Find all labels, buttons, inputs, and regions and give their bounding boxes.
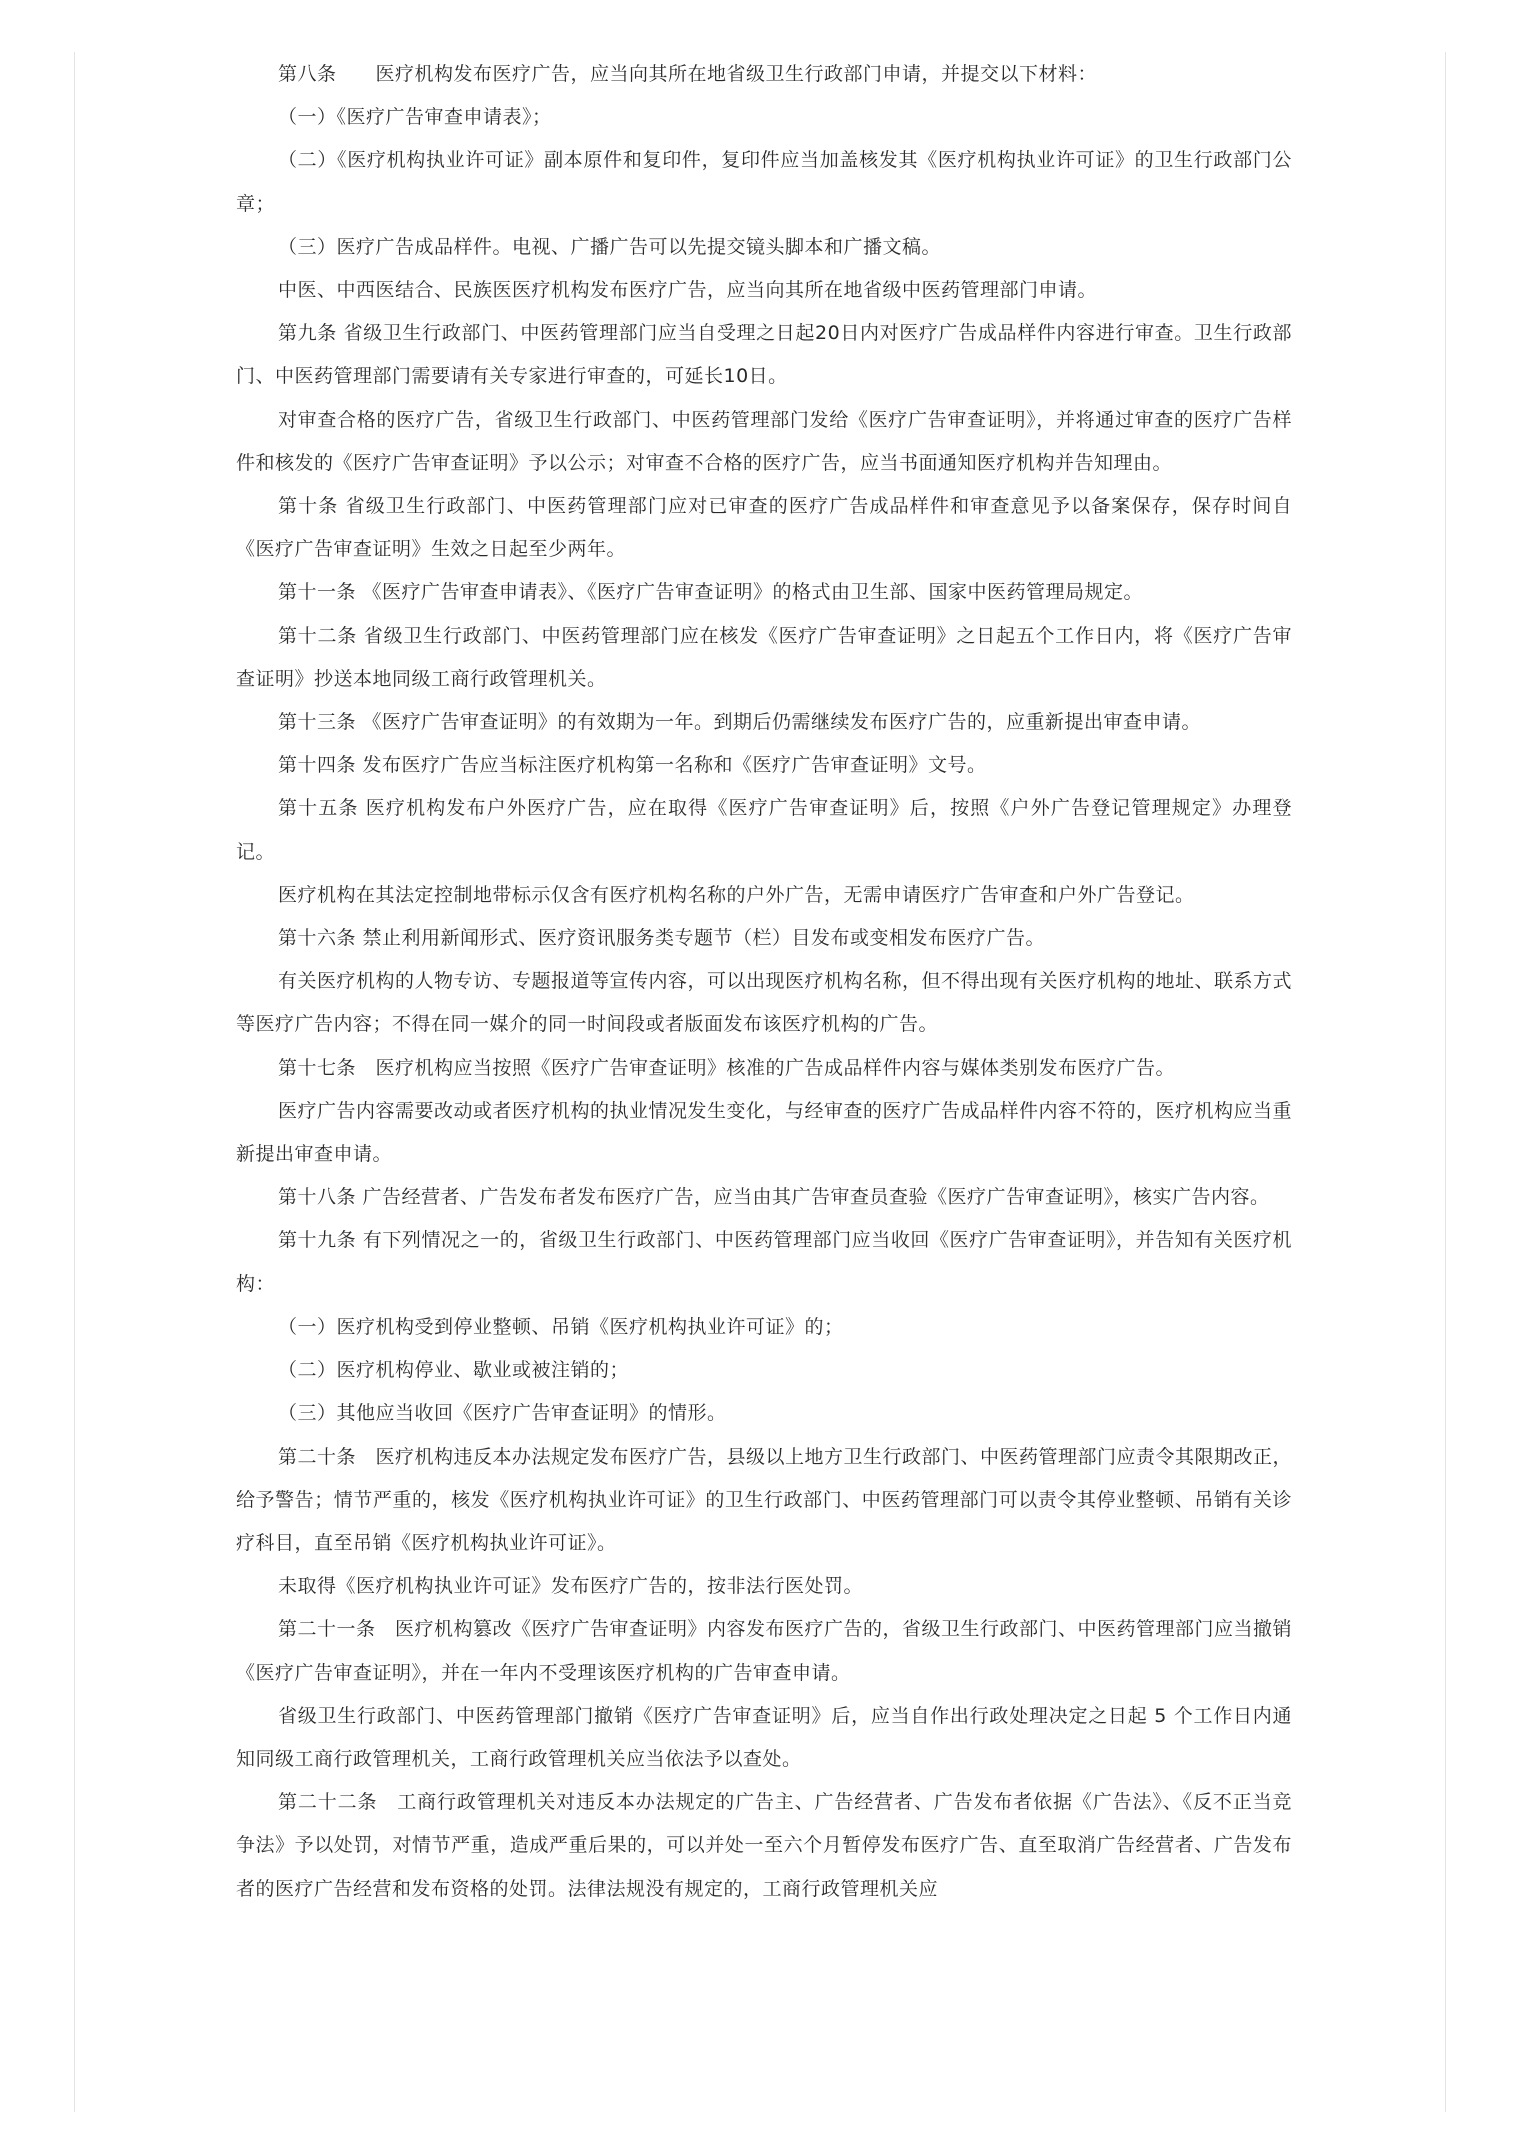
paragraph: 第十二条 省级卫生行政部门、中医药管理部门应在核发《医疗广告审查证明》之日起五个工作日内，将《医疗广告审查证明》抄送本地同级工商行政管理机关。 <box>236 624 1292 690</box>
paragraph: 第十九条 有下列情况之一的，省级卫生行政部门、中医药管理部门应当收回《医疗广告审查证明》，并告知有关医疗机构： <box>236 1229 1292 1295</box>
paragraph: 未取得《医疗机构执业许可证》发布医疗广告的，按非法行医处罚。 <box>278 1575 864 1598</box>
paragraph: （三）其他应当收回《医疗广告审查证明》的情形。 <box>278 1402 727 1425</box>
paragraph: 第八条 医疗机构发布医疗广告，应当向其所在地省级卫生行政部门申请，并提交以下材料： <box>278 63 1098 85</box>
paragraph: 医疗机构在其法定控制地带标示仅含有医疗机构名称的户外广告，无需申请医疗广告审查和户外广告登记。 <box>278 883 1195 906</box>
right-margin-line <box>1445 52 1446 2112</box>
paragraph: 第十一条 《医疗广告审查申请表》、《医疗广告审查证明》的格式由卫生部、国家中医药管理局规定。 <box>278 581 1144 604</box>
paragraph: 省级卫生行政部门、中医药管理部门撤销《医疗广告审查证明》后，应当自作出行政处理决定之日起 5 个工作日内通知同级工商行政管理机关，工商行政管理机关应当依法予以查处。 <box>236 1704 1292 1770</box>
paragraph: （二）医疗机构停业、歇业或被注销的； <box>278 1359 630 1382</box>
paragraph: 第十七条 医疗机构应当按照《医疗广告审查证明》核准的广告成品样件内容与媒体类别发布医疗广告。 <box>278 1056 1176 1079</box>
paragraph: 第十五条 医疗机构发布户外医疗广告，应在取得《医疗广告审查证明》后，按照《户外广告登记管理规定》办理登记。 <box>236 797 1292 863</box>
left-margin-line <box>74 52 75 2112</box>
document-body <box>236 53 1292 2113</box>
paragraph: 第十条 省级卫生行政部门、中医药管理部门应对已审查的医疗广告成品样件和审查意见予以备案保存，保存时间自《医疗广告审查证明》生效之日起至少两年。 <box>236 495 1292 561</box>
paragraph: （二）《医疗机构执业许可证》副本原件和复印件，复印件应当加盖核发其《医疗机构执业许可证》的卫生行政部门公章； <box>236 149 1292 215</box>
paragraph: 第二十条 医疗机构违反本办法规定发布医疗广告，县级以上地方卫生行政部门、中医药管理部门应责令其限期改正，给予警告；情节严重的，核发《医疗机构执业许可证》的卫生行政部门、中医药管理部门可以责令其停业整顿、吊销有关诊疗科目，直至吊销《医疗机构执业许可证》。 <box>236 1445 1292 1554</box>
paragraph: 第二十二条 工商行政管理机关对违反本办法规定的广告主、广告经营者、广告发布者依据《广告法》、《反不正当竞争法》予以处罚，对情节严重，造成严重后果的，可以并处一至六个月暂停发布医疗广告、直至取消广告经营者、广告发布者的医疗广告经营和发布资格的处罚。法律法规没有规定的，工商行政管理机关应 <box>236 1791 1292 1900</box>
paragraph: 第十六条 禁止利用新闻形式、医疗资讯服务类专题节（栏）目发布或变相发布医疗广告。 <box>278 927 1046 950</box>
paragraph: 第十四条 发布医疗广告应当标注医疗机构第一名称和《医疗广告审查证明》文号。 <box>278 754 987 777</box>
paragraph: 对审查合格的医疗广告，省级卫生行政部门、中医药管理部门发给《医疗广告审查证明》，并将通过审查的医疗广告样件和核发的《医疗广告审查证明》予以公示；对审查不合格的医疗广告，应当书面通知医疗机构并告知理由。 <box>236 408 1292 474</box>
paragraph: 第九条 省级卫生行政部门、中医药管理部门应当自受理之日起20日内对医疗广告成品样件内容进行审查。卫生行政部门、中医药管理部门需要请有关专家进行审查的，可延长10日。 <box>236 322 1292 388</box>
paragraph: 第二十一条 医疗机构篡改《医疗广告审查证明》内容发布医疗广告的，省级卫生行政部门、中医药管理部门应当撤销《医疗广告审查证明》，并在一年内不受理该医疗机构的广告审查申请。 <box>236 1618 1292 1684</box>
paragraph: 第十八条 广告经营者、广告发布者发布医疗广告，应当由其广告审查员查验《医疗广告审查证明》，核实广告内容。 <box>278 1186 1270 1209</box>
paragraph: （一）《医疗广告审查申请表》； <box>278 106 552 129</box>
paragraph: 中医、中西医结合、民族医医疗机构发布医疗广告，应当向其所在地省级中医药管理部门申请。 <box>278 279 1098 302</box>
paragraph: 有关医疗机构的人物专访、专题报道等宣传内容，可以出现医疗机构名称，但不得出现有关医疗机构的地址、联系方式等医疗广告内容；不得在同一媒介的同一时间段或者版面发布该医疗机构的广告。 <box>236 970 1292 1036</box>
paragraph: （一）医疗机构受到停业整顿、吊销《医疗机构执业许可证》的； <box>278 1315 844 1338</box>
paragraph: 第十三条 《医疗广告审查证明》的有效期为一年。到期后仍需继续发布医疗广告的，应重新提出审查申请。 <box>278 711 1202 734</box>
paragraph: （三）医疗广告成品样件。电视、广播广告可以先提交镜头脚本和广播文稿。 <box>278 235 942 258</box>
paragraph: 医疗广告内容需要改动或者医疗机构的执业情况发生变化，与经审查的医疗广告成品样件内容不符的，医疗机构应当重新提出审查申请。 <box>236 1099 1292 1166</box>
